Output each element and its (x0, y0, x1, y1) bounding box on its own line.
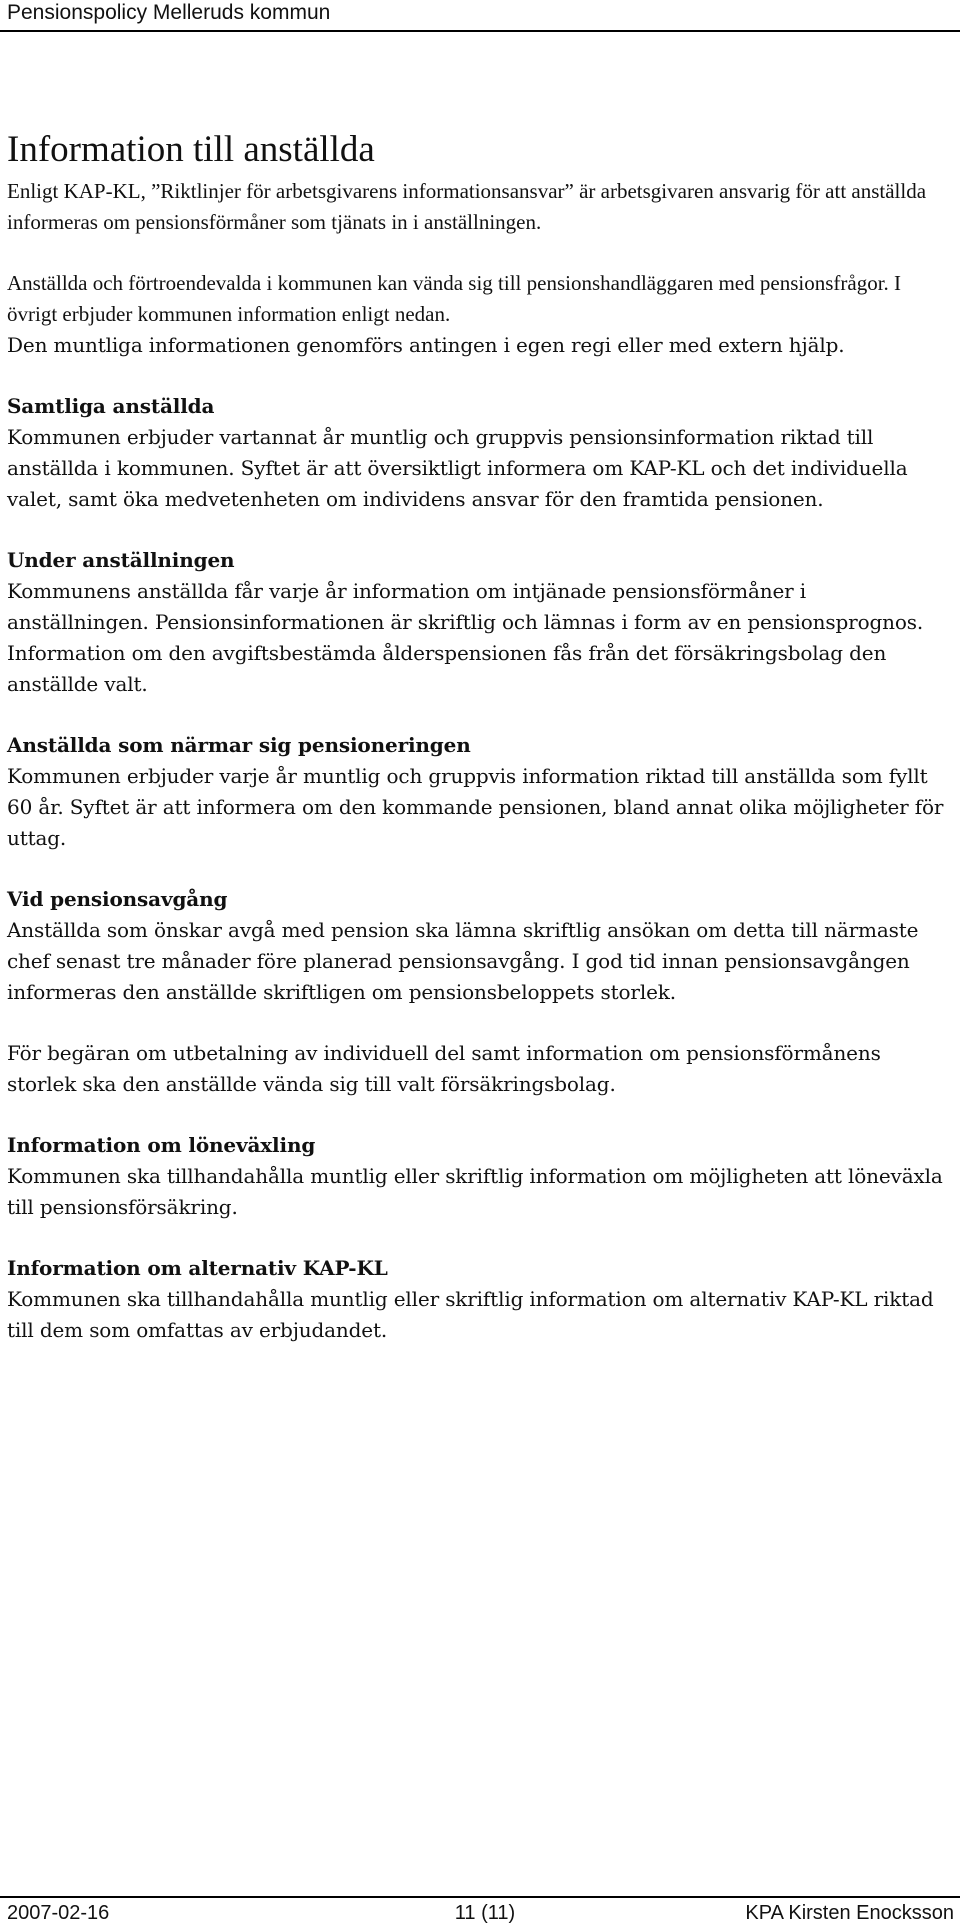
document-body (7, 128, 952, 1346)
paragraph-gap (7, 854, 952, 884)
section-body: Kommunen ska tillhandahålla muntlig eller skriftlig information om möjligheten att löneväxla till pensionsförsäkring. (7, 1164, 943, 1219)
section-narmar-sig-pensioneringen (7, 730, 952, 854)
section-heading: Anställda som närmar sig pensioneringen (7, 733, 471, 757)
intro-paragraph-1: Enligt KAP-KL, ”Riktlinjer för arbetsgivarens informationsansvar” är arbetsgivaren ansvarig för att anställda informeras om pensionsförmåner som tjänats in i anställningen. (7, 179, 927, 234)
section-heading: Information om löneväxling (7, 1133, 316, 1157)
section-body: Kommunen ska tillhandahålla muntlig eller skriftlig information om alternativ KAP-KL riktad till dem som omfattas av erbjudandet. (7, 1287, 934, 1342)
section-samtliga-anstallda (7, 391, 952, 515)
intro-block (7, 176, 952, 330)
footer-page-number: 11 (11) (454, 1902, 516, 1924)
section-extra-paragraph: För begäran om utbetalning av individuell del samt information om pensionsförmånens storlek ska den anställde vända sig till valt försäkringsbolag. (7, 1041, 881, 1096)
section-heading: Information om alternativ KAP-KL (7, 1256, 388, 1280)
paragraph-gap (7, 1008, 952, 1038)
section-vid-pensionsavgang (7, 884, 952, 1100)
section-alternativ-kap-kl (7, 1253, 952, 1346)
footer-author: KPA Kirsten Enocksson (745, 1902, 954, 1924)
footer-divider (0, 1896, 960, 1898)
intro-paragraph-3: Den muntliga informationen genomförs antingen i egen regi eller med extern hjälp. (7, 333, 845, 357)
paragraph-gap (7, 361, 952, 391)
footer-date: 2007-02-16 (7, 1902, 110, 1924)
section-under-anstallningen (7, 545, 952, 700)
section-lonevaxling (7, 1130, 952, 1223)
section-body: Kommunen erbjuder varje år muntlig och gruppvis information riktad till anställda som fyllt 60 år. Syftet är att informera om den kommande pensionen, bland annat olika möjligheter för uttag. (7, 764, 944, 850)
section-heading: Samtliga anställda (7, 394, 215, 418)
section-heading: Under anställningen (7, 548, 235, 572)
page-title: Information till anställda (7, 129, 375, 170)
section-body: Anställda som önskar avgå med pension ska lämna skriftlig ansökan om detta till närmaste chef senast tre månader före planerad pensionsavgång. I god tid innan pensionsavgången informeras den anställde skriftligen om pensionsbeloppets storlek. (7, 918, 919, 1004)
paragraph-gap (7, 1100, 952, 1130)
header-divider (0, 30, 960, 32)
paragraph-gap (7, 1223, 952, 1253)
section-heading: Vid pensionsavgång (7, 887, 228, 911)
running-header: Pensionspolicy Melleruds kommun (7, 1, 331, 24)
paragraph-gap (7, 700, 952, 730)
section-body: Kommunen erbjuder vartannat år muntlig och gruppvis pensionsinformation riktad till anställda i kommunen. Syftet är att översiktligt informera om KAP-KL och det individuella valet, samt öka medvetenheten om individens ansvar för den framtida pensionen. (7, 425, 908, 511)
paragraph-gap (7, 515, 952, 545)
paragraph-gap (7, 238, 952, 268)
intro-paragraph-2: Anställda och förtroendevalda i kommunen kan vända sig till pensionshandläggaren med pensionsfrågor. I övrigt erbjuder kommunen information enligt nedan. (7, 271, 902, 326)
section-body: Kommunens anställda får varje år information om intjänade pensionsförmåner i anställningen. Pensionsinformationen är skriftlig och lämnas i form av en pensionsprognos. Information om den avgiftsbestämda ålderspensionen fås från det försäkringsbolag den anställde valt. (7, 579, 924, 696)
